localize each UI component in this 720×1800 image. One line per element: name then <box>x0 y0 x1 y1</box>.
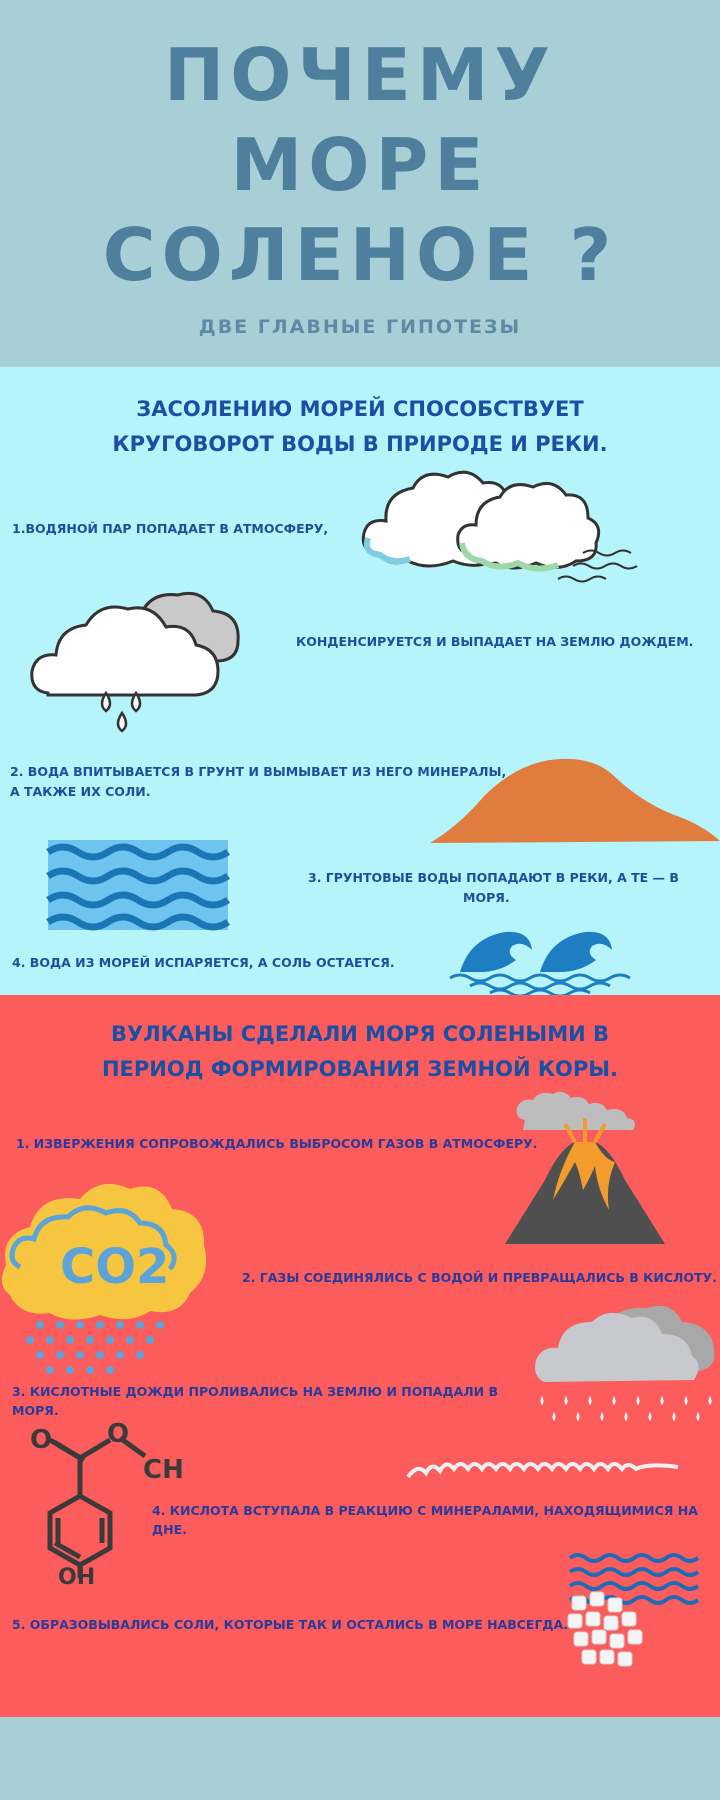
page-title <box>0 30 720 300</box>
section1-heading-line-2: КРУГОВОРОТ ВОДЫ В ПРИРОДЕ И РЕКИ. <box>112 432 608 456</box>
acid-rain-icon <box>532 1300 720 1425</box>
section1-step-3: 3. ГРУНТОВЫЕ ВОДЫ ПОПАДАЮТ В РЕКИ, А ТЕ — В <box>308 870 679 885</box>
section2-step-5: 5. ОБРАЗОВЫВАЛИСЬ СОЛИ, КОТОРЫЕ ТАК И ОСТАЛИСЬ В МОРЕ НАВСЕГДА. <box>12 1617 568 1632</box>
page-subtitle: ДВЕ ГЛАВНЫЕ ГИПОТЕЗЫ <box>198 316 522 338</box>
section2-step-4: 4. КИСЛОТА ВСТУПАЛА В РЕАКЦИЮ С МИНЕРАЛАМИ, НАХОДЯЩИМИСЯ НА ДНЕ. <box>152 1503 698 1537</box>
molecule-label-ch: CH <box>143 1455 184 1485</box>
section1-heading <box>0 392 720 462</box>
molecule-icon <box>25 1418 185 1588</box>
section1-step-3b: МОРЯ. <box>463 890 510 905</box>
squiggle-icon <box>408 1455 688 1485</box>
co2-label: CO2 <box>60 1239 170 1295</box>
section1-step-4: 4. ВОДА ИЗ МОРЕЙ ИСПАРЯЕТСЯ, А СОЛЬ ОСТАЕТСЯ. <box>12 955 395 970</box>
sea-wave-icon <box>450 920 640 995</box>
sand-dune-icon <box>430 755 720 845</box>
section2-heading-line-1: ВУЛКАНЫ СДЕЛАЛИ МОРЯ СОЛЕНЫМИ В <box>111 1022 609 1046</box>
section1-step-2b: А ТАКЖЕ ИХ СОЛИ. <box>10 784 151 799</box>
molecule-label-o2: O <box>107 1419 130 1449</box>
section1-heading-line-1: ЗАСОЛЕНИЮ МОРЕЙ СПОСОБСТВУЕТ <box>136 397 584 421</box>
clouds-icon <box>358 463 658 593</box>
section2-heading-line-2: ПЕРИОД ФОРМИРОВАНИЯ ЗЕМНОЙ КОРЫ. <box>101 1057 619 1081</box>
section1-step-1: 1.ВОДЯНОЙ ПАР ПОПАДАЕТ В АТМОСФЕРУ, <box>12 521 329 536</box>
co2-cloud-icon <box>0 1175 212 1375</box>
section2-step-2: 2. ГАЗЫ СОЕДИНЯЛИСЬ С ВОДОЙ И ПРЕВРАЩАЛИСЬ В КИСЛОТУ. <box>242 1270 717 1285</box>
rain-cloud-icon <box>28 583 248 723</box>
title-line-1: ПОЧЕМУ <box>164 33 556 117</box>
volcano-icon <box>505 1090 665 1245</box>
section1-step-1b: КОНДЕНСИРУЕТСЯ И ВЫПАДАЕТ НА ЗЕМЛЮ ДОЖДЕМ. <box>296 634 694 649</box>
section2-heading <box>0 1017 720 1087</box>
section2-step-3b: МОРЯ. <box>12 1403 59 1418</box>
title-line-2: МОРЕ <box>230 123 490 207</box>
salt-water-icon <box>560 1550 710 1670</box>
section1-step-2: 2. ВОДА ВПИТЫВАЕТСЯ В ГРУНТ И ВЫМЫВАЕТ ИЗ НЕГО МИНЕРАЛЫ, <box>10 764 507 779</box>
molecule-label-oh: OH <box>58 1565 96 1590</box>
waves-icon <box>48 840 228 930</box>
footer <box>0 1717 720 1800</box>
title-line-3: СОЛЕНОЕ ? <box>102 213 618 297</box>
section2-step-3: 3. КИСЛОТНЫЕ ДОЖДИ ПРОЛИВАЛИСЬ НА ЗЕМЛЮ И ПОПАДАЛИ В <box>12 1384 499 1399</box>
molecule-label-o1: O <box>30 1425 53 1455</box>
section2-step-1: 1. ИЗВЕРЖЕНИЯ СОПРОВОЖДАЛИСЬ ВЫБРОСОМ ГАЗОВ В АТМОСФЕРУ. <box>16 1136 538 1151</box>
